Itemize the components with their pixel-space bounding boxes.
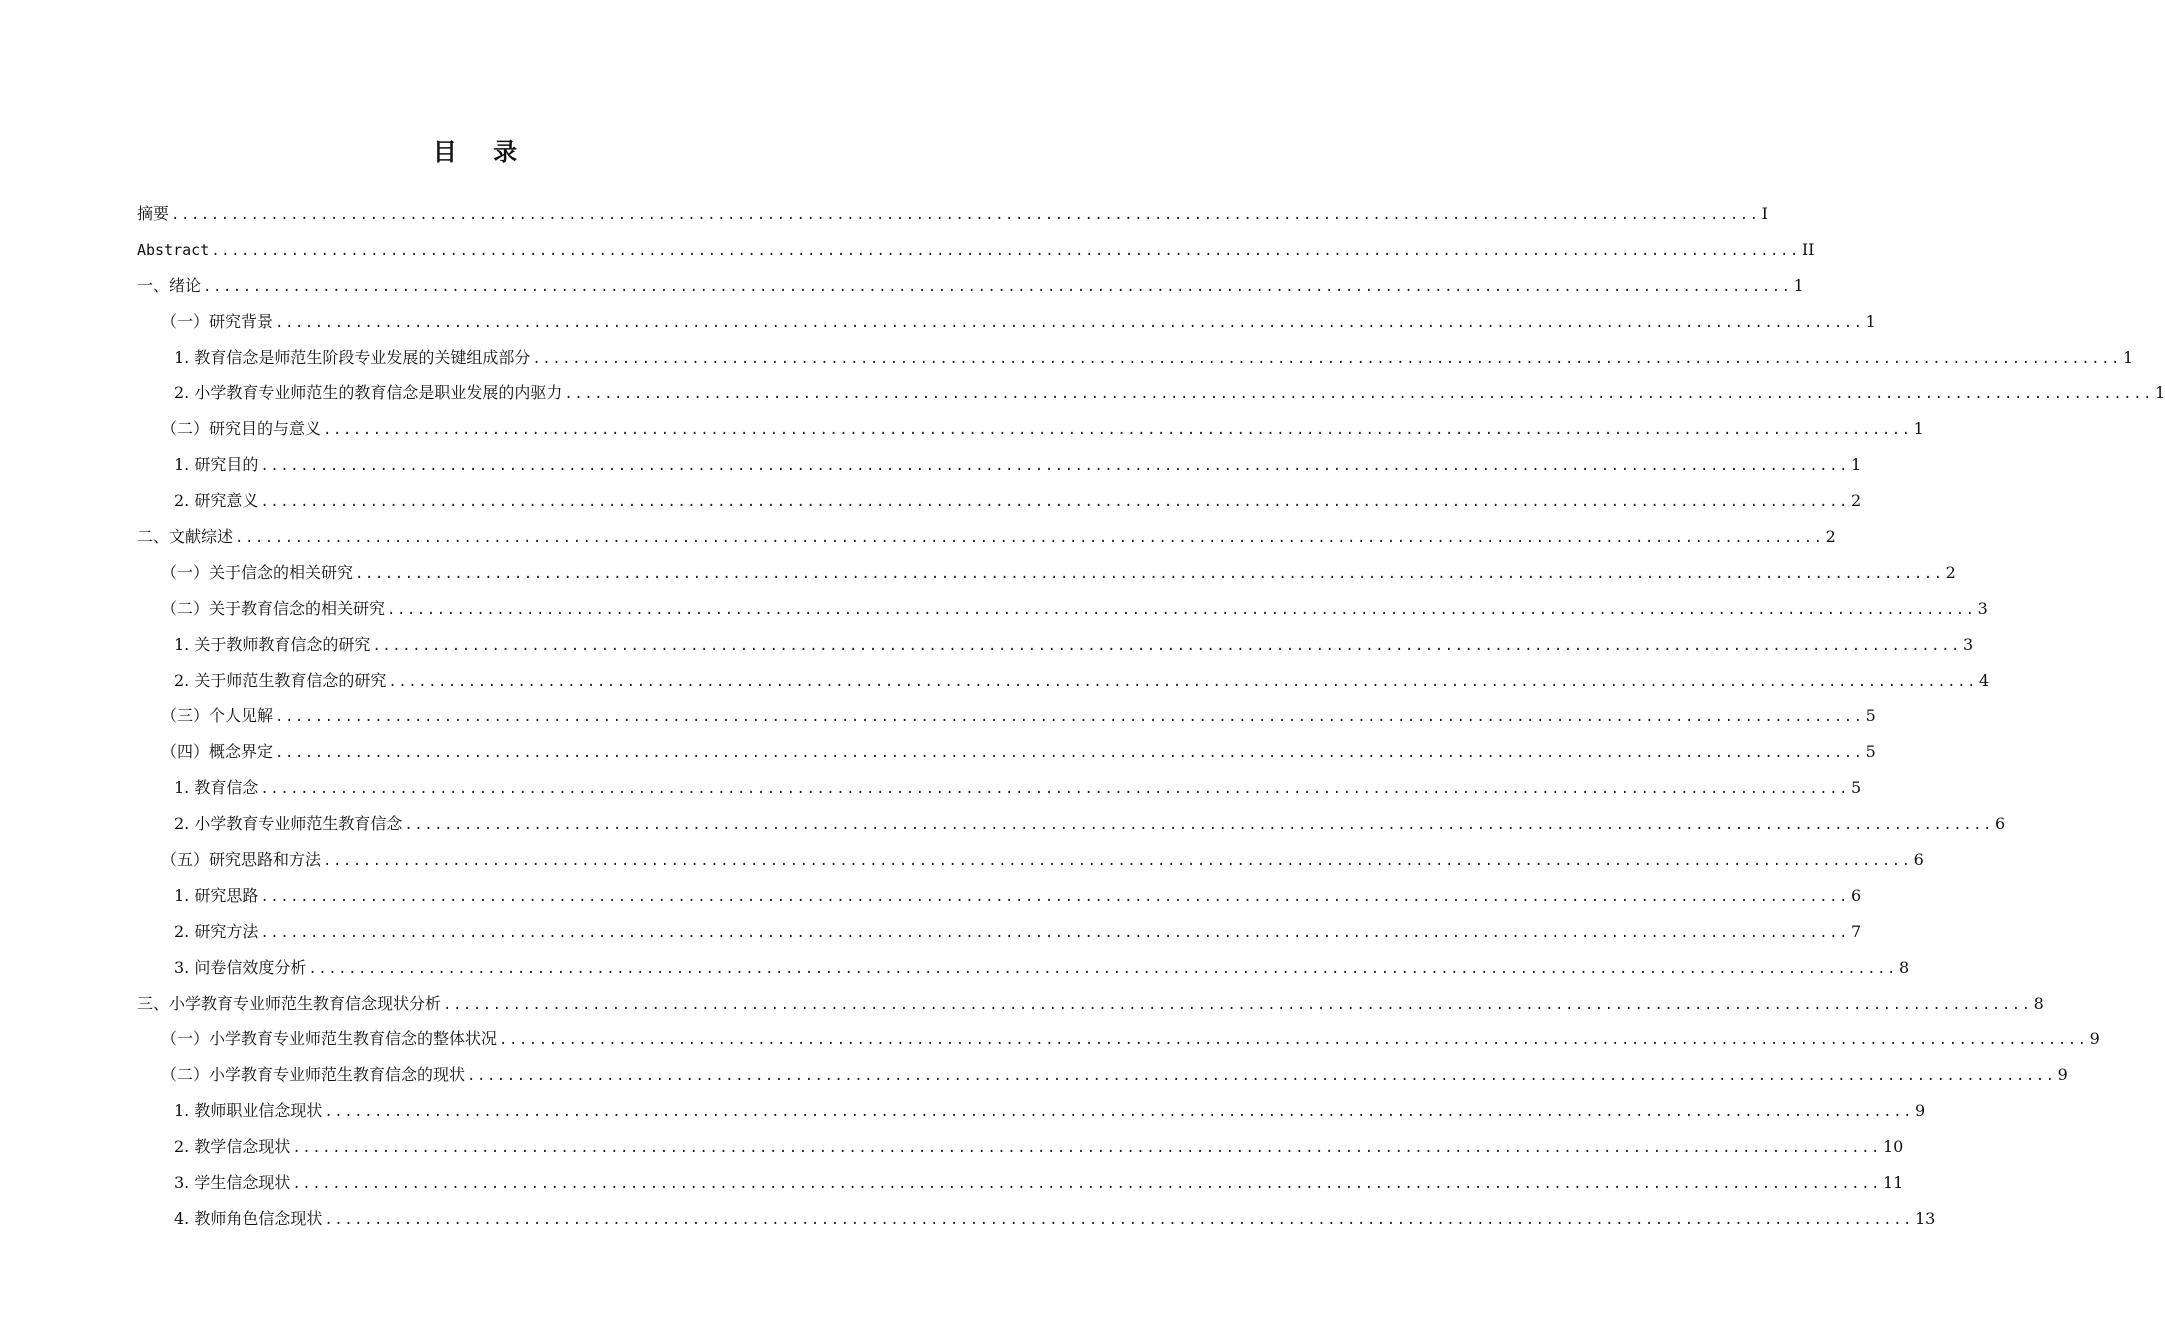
toc-entry-page-number: 6: [1850, 885, 1862, 905]
toc-entry-page-number: 3: [1977, 598, 1988, 618]
toc-entry-page-number: 11: [1882, 1173, 1904, 1193]
toc-entry[interactable]: [137, 1057, 2068, 1093]
toc-entry-title: Abstract: [137, 240, 210, 259]
toc-entry-title: 1. 教师职业信念现状: [174, 1101, 323, 1121]
toc-entry-page-number: 9: [2089, 1029, 2100, 1049]
toc-dot-leader: ................................................................................................................................................................: [324, 1104, 1913, 1121]
toc-entry-page-number: 2: [1825, 527, 1836, 547]
toc-dot-leader: ................................................................................................................................................................: [260, 781, 1849, 798]
toc-dot-leader: ................................................................................................................................................................: [467, 1068, 2056, 1085]
toc-entry-title: 3. 问卷信效度分析: [174, 957, 307, 977]
toc-entry[interactable]: [137, 483, 1862, 519]
toc-dot-leader: ................................................................................................................................................................: [211, 242, 1800, 259]
toc-entry[interactable]: [137, 878, 1862, 914]
toc-entry[interactable]: [137, 232, 1815, 268]
toc-dot-leader: ................................................................................................................................................................: [171, 207, 1760, 223]
toc-entry-page-number: 1: [1865, 311, 1876, 331]
toc-entry-title: 2. 研究方法: [174, 921, 259, 941]
toc-entry[interactable]: [137, 770, 1862, 806]
toc-dot-leader: ................................................................................................................................................................: [292, 1176, 1881, 1193]
toc-entry[interactable]: [137, 340, 2134, 376]
toc-entry-title: 4. 教师角色信念现状: [174, 1208, 323, 1228]
toc-entry-page-number: 6: [1994, 814, 2006, 834]
toc-entry-title: 1. 关于教师教育信念的研究: [174, 634, 371, 654]
toc-dot-leader: ................................................................................................................................................................: [275, 314, 1864, 331]
toc-dot-leader: ................................................................................................................................................................: [260, 888, 1849, 905]
toc-entry-title: 2. 关于师范生教育信念的研究: [174, 670, 387, 690]
toc-dot-leader: ................................................................................................................................................................: [203, 278, 1792, 295]
toc-entry-page-number: 4: [1978, 670, 1990, 690]
toc-entry-title: （二）研究目的与意义: [161, 419, 322, 439]
toc-entry-title: 1. 教育信念: [174, 778, 259, 798]
toc-dot-leader: ................................................................................................................................................................: [387, 601, 1976, 618]
toc-dot-leader: ................................................................................................................................................................: [499, 1032, 2088, 1049]
toc-entry-page-number: 2: [1850, 491, 1862, 511]
toc-entry-title: 一、绪论: [137, 275, 202, 295]
toc-entry-page-number: 1: [2154, 383, 2165, 403]
toc-dot-leader: ................................................................................................................................................................: [372, 637, 1961, 654]
toc-dot-leader: ................................................................................................................................................................: [308, 960, 1897, 977]
toc-dot-leader: ................................................................................................................................................................: [532, 350, 2121, 367]
toc-entry-page-number: 1: [1850, 455, 1862, 475]
toc-entry-page-number: 2: [1945, 562, 1956, 582]
toc-entry[interactable]: [137, 914, 1862, 950]
toc-dot-leader: ................................................................................................................................................................: [443, 996, 2032, 1013]
toc-entry[interactable]: [137, 1093, 1926, 1129]
toc-entry-title: 3. 学生信念现状: [174, 1173, 291, 1193]
toc-entry-page-number: 9: [2057, 1065, 2068, 1085]
toc-entry-page-number: 5: [1850, 778, 1862, 798]
toc-entry-title: （一）研究背景: [161, 311, 274, 331]
toc-entry[interactable]: [137, 304, 1876, 340]
toc-entry-page-number: 1: [2122, 347, 2134, 367]
toc-entry[interactable]: [137, 447, 1862, 483]
toc-entry-title: （三）个人见解: [161, 706, 274, 726]
toc-entry-title: （二）小学教育专业师范生教育信念的现状: [161, 1065, 466, 1085]
toc-dot-leader: ................................................................................................................................................................: [564, 386, 2153, 403]
toc-entry[interactable]: [137, 375, 2165, 411]
toc-entry[interactable]: [137, 950, 1910, 986]
toc-entry[interactable]: [137, 1129, 1904, 1165]
toc-entry-page-number: I: [1761, 204, 1768, 223]
toc-entry-title: （一）小学教育专业师范生教育信念的整体状况: [161, 1029, 498, 1049]
toc-entry-page-number: 5: [1865, 706, 1876, 726]
toc-entry[interactable]: [137, 591, 1988, 627]
toc-entry-page-number: 10: [1882, 1137, 1904, 1157]
toc-entry-page-number: 3: [1962, 634, 1974, 654]
toc-dot-leader: ................................................................................................................................................................: [388, 673, 1977, 690]
toc-entry[interactable]: [137, 268, 1804, 304]
toc-entry[interactable]: [137, 1201, 1936, 1237]
toc-entry-title: 三、小学教育专业师范生教育信念现状分析: [137, 993, 442, 1013]
toc-dot-leader: ................................................................................................................................................................: [323, 422, 1912, 439]
toc-entry-title: （二）关于教育信念的相关研究: [161, 598, 386, 618]
toc-entry-title: 2. 教学信念现状: [174, 1137, 291, 1157]
toc-entry-page-number: 13: [1914, 1208, 1936, 1228]
toc-entry-page-number: 9: [1914, 1101, 1926, 1121]
toc-dot-leader: ................................................................................................................................................................: [275, 709, 1864, 726]
toc-entry-title: （四）概念界定: [161, 742, 274, 762]
toc-dot-leader: ................................................................................................................................................................: [275, 745, 1864, 762]
toc-entry[interactable]: [137, 734, 1876, 770]
toc-entry-title: 2. 小学教育专业师范生的教育信念是职业发展的内驱力: [174, 383, 563, 403]
toc-entry-title: （五）研究思路和方法: [161, 850, 322, 870]
toc-entry[interactable]: [137, 627, 1974, 663]
toc-dot-leader: ................................................................................................................................................................: [292, 1140, 1881, 1157]
toc-entry-title: 1. 研究目的: [174, 455, 259, 475]
toc-entry-page-number: 5: [1865, 742, 1876, 762]
toc-entry[interactable]: [137, 698, 1876, 734]
toc-entry[interactable]: [137, 842, 1924, 878]
toc-entry-title: （一）关于信念的相关研究: [161, 562, 354, 582]
toc-entry-page-number: 1: [1913, 419, 1924, 439]
toc-entry[interactable]: [137, 411, 1924, 447]
toc-dot-leader: ................................................................................................................................................................: [260, 924, 1849, 941]
toc-dot-leader: ................................................................................................................................................................: [260, 494, 1849, 511]
toc-entry[interactable]: [137, 986, 2044, 1022]
toc-entry-title: 2. 研究意义: [174, 491, 259, 511]
toc-entry[interactable]: [137, 1021, 2100, 1057]
toc-entry[interactable]: [137, 1165, 1904, 1201]
toc-dot-leader: ................................................................................................................................................................: [323, 853, 1912, 870]
table-of-contents: [137, 196, 2165, 1237]
page-title: 目 录: [432, 138, 532, 166]
toc-entry[interactable]: [137, 519, 1836, 555]
toc-entry-page-number: 1: [1793, 275, 1804, 295]
toc-entry[interactable]: [137, 555, 1956, 591]
toc-entry-title: 1. 研究思路: [174, 885, 259, 905]
toc-dot-leader: ................................................................................................................................................................: [324, 1211, 1913, 1228]
toc-entry[interactable]: [137, 806, 2006, 842]
toc-entry-title: 1. 教育信念是师范生阶段专业发展的关键组成部分: [174, 347, 531, 367]
toc-entry-page-number: 6: [1913, 850, 1924, 870]
toc-entry-title: 2. 小学教育专业师范生教育信念: [174, 814, 403, 834]
toc-entry[interactable]: [137, 196, 1768, 232]
toc-dot-leader: ................................................................................................................................................................: [355, 565, 1944, 582]
toc-entry-page-number: 7: [1850, 921, 1862, 941]
toc-entry-title: 摘要: [137, 204, 170, 223]
toc-entry-page-number: 8: [2033, 993, 2044, 1013]
toc-dot-leader: ................................................................................................................................................................: [260, 458, 1849, 475]
toc-entry-page-number: 8: [1898, 957, 1910, 977]
toc-entry-title: 二、文献综述: [137, 527, 234, 547]
toc-dot-leader: ................................................................................................................................................................: [235, 530, 1824, 547]
toc-entry-page-number: II: [1801, 239, 1815, 259]
toc-entry[interactable]: [137, 663, 1990, 699]
toc-dot-leader: ................................................................................................................................................................: [404, 817, 1993, 834]
